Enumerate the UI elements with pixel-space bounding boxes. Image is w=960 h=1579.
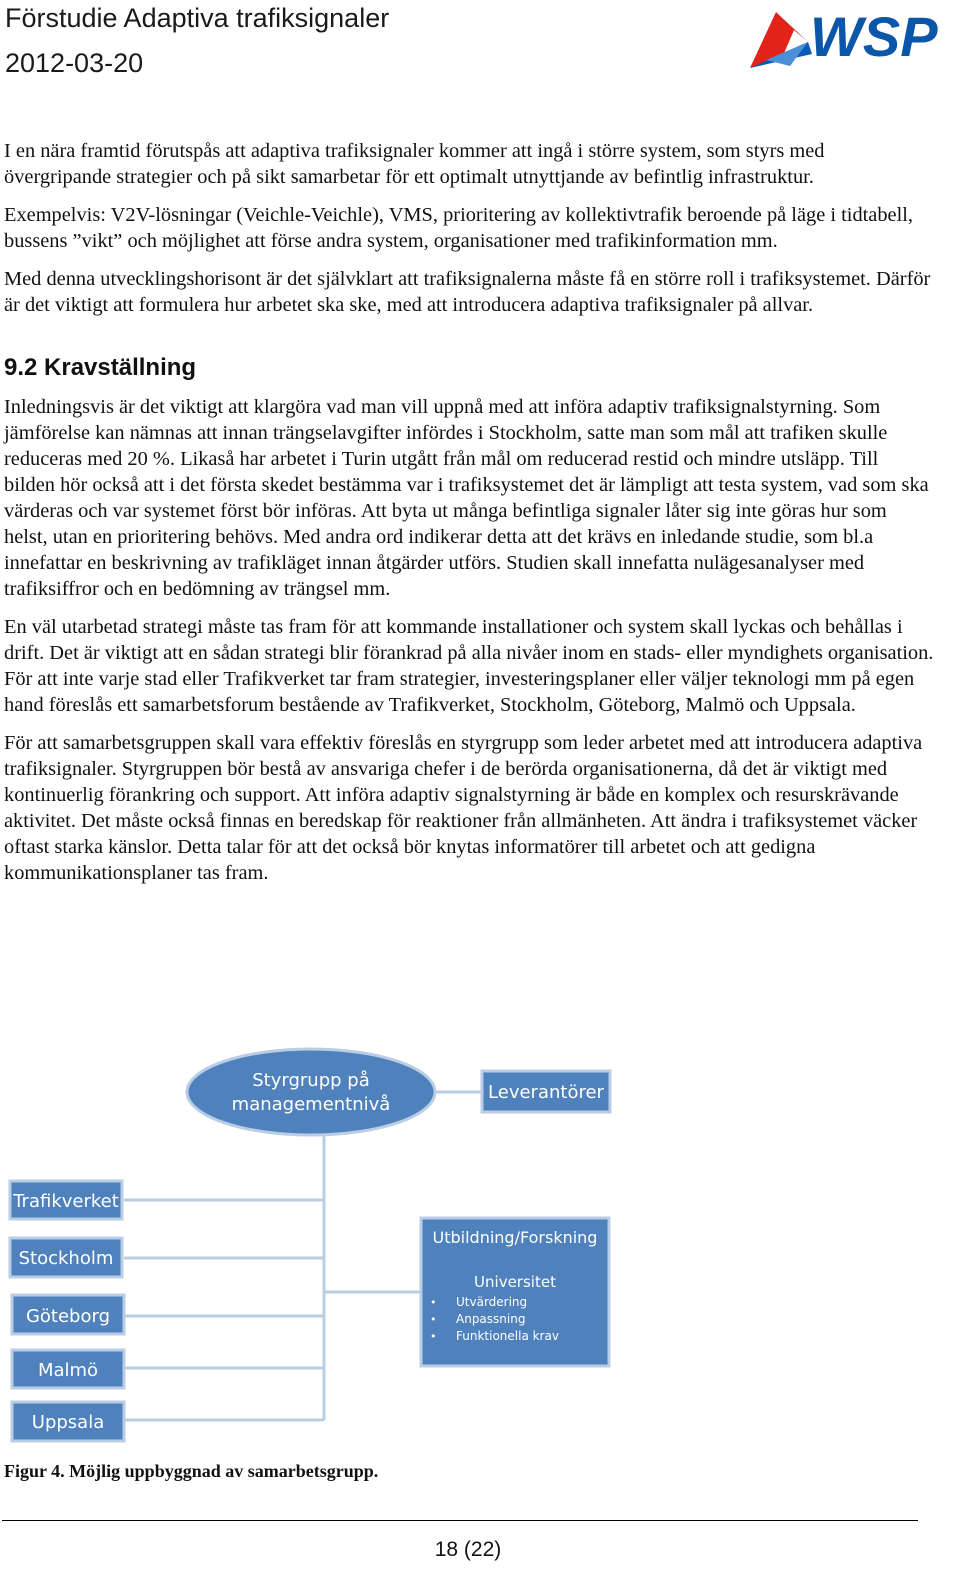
svg-text:Universitet: Universitet [474, 1273, 556, 1291]
svg-text:Styrgrupp på: Styrgrupp på [252, 1070, 370, 1091]
svg-text:•: • [430, 1313, 437, 1326]
paragraph: I en nära framtid förutspås att adaptiva trafiksignaler kommer att ingå i större system, som styrs med övergripande strategier och på sikt samarbetar för ett optimalt utnyttjande av befintlig infrastruktur. [4, 140, 825, 188]
svg-text:Trafikverket: Trafikverket [13, 1191, 119, 1212]
paragraph: Exempelvis: V2V-lösningar (Veichle-Veichle), VMS, prioritering av kollektivtrafik beroende på läge i tidtabell, bussens ”vikt” och möjlighet att förse andra system, organisationer med trafikinformation mm. [4, 204, 914, 252]
member-node-stockholm [10, 1238, 122, 1277]
svg-text:managementnivå: managementnivå [231, 1094, 391, 1115]
svg-text:Funktionella krav: Funktionella krav [456, 1329, 559, 1343]
footer-divider [2, 1520, 918, 1521]
wsp-logo [746, 4, 952, 72]
page-number: 18 (22) [434, 1538, 502, 1561]
figure-caption: Figur 4. Möjlig uppbyggnad av samarbetsgrupp. [4, 1461, 379, 1481]
member-node-uppsala [12, 1402, 124, 1441]
svg-text:Utbildning/Forskning: Utbildning/Forskning [432, 1228, 598, 1247]
member-node-goteborg [12, 1295, 124, 1334]
org-diagram [0, 1040, 960, 1460]
paragraph: En väl utarbetad strategi måste tas fram för att kommande installationer och system skall lyckas och behållas i drift. Det är viktigt att en sådan strategi blir förankrad på alla nivåer inom en stads- eller myndighets organisation. För att inte varje stad eller Trafikverket tar fram strategier, investeringsplaner eller väljer teknologi mm på egen hand föreslås ett samarbetsforum bestående av Trafikverket, Stockholm, Göteborg, Malmö och Uppsala. [4, 616, 934, 716]
main-text [4, 138, 934, 898]
svg-text:Malmö: Malmö [37, 1360, 99, 1381]
svg-text:Göteborg: Göteborg [25, 1306, 111, 1327]
document-title: Förstudie Adaptiva trafiksignaler [5, 3, 390, 33]
paragraph: Med denna utvecklingshorisont är det självklart att trafiksignalerna måste få en större roll i trafiksystemet. Därför är det viktigt att formulera hur arbetet ska ske, med att introducera adaptiva trafiksignaler på allvar. [4, 268, 931, 316]
paragraph: För att samarbetsgruppen skall vara effektiv föreslås en styrgrupp som leder arbetet med att introducera adaptiva trafiksignaler. Styrgruppen bör bestå av ansvariga chefer i de berörda organisationerna, då det är viktigt med kontinuerlig förankring och support. Att införa adaptiv signalstyrning är både en komplex och resurskrävande aktivitet. Det måste också finnas en beredskap för reaktioner från allmänheten. Att ändra i trafiksystemet väcker oftast starka känslor. Detta talar för att det också bör knytas informatörer till arbetet och att gedigna kommunikationsplaner tas fram. [4, 732, 923, 884]
svg-text:Stockholm: Stockholm [18, 1248, 114, 1269]
member-node-trafikverket [10, 1181, 122, 1219]
svg-text:•: • [430, 1330, 437, 1343]
svg-text:Uppsala: Uppsala [31, 1412, 105, 1433]
steering-group-node [187, 1049, 435, 1135]
paragraph: Inledningsvis är det viktigt att klargöra vad man vill uppnå med att införa adaptiv trafiksignalstyrning. Som jämförelse kan nämnas att innan trängselavgifter infördes i Stockholm, satte man som mål att trafiken skulle reduceras med 20 %. Likaså har arbetet i Turin utgått från mål om reducerad restid och mindre utsläpp. Till bilden hör också att i det första skedet bestämma var i trafiksystemet det är lämpligt att testa system, vad som ska värderas och var systemet först bör införas. Att byta ut många befintliga signaler låter sig inte göras hur som helst, utan en prioritering behövs. Med andra ord indikerar detta att det krävs en inledande studie, som bl.a innefattar en beskrivning av trafikläget innan åtgärder utförs. Studien skall innefatta nulägesanalyser med trafiksiffror och en bedömning av trängsel mm. [4, 396, 929, 600]
svg-text:WSP: WSP [810, 5, 938, 68]
svg-text:Anpassning: Anpassning [456, 1312, 526, 1326]
svg-text:Leverantörer: Leverantörer [488, 1082, 604, 1103]
suppliers-node [482, 1071, 610, 1112]
svg-text:•: • [430, 1296, 437, 1309]
svg-text:Utvärdering: Utvärdering [456, 1295, 528, 1309]
member-node-malmo [12, 1350, 124, 1388]
research-node [421, 1218, 609, 1366]
document-date: 2012-03-20 [5, 48, 144, 78]
section-heading: 9.2 Kravställning [4, 354, 197, 381]
